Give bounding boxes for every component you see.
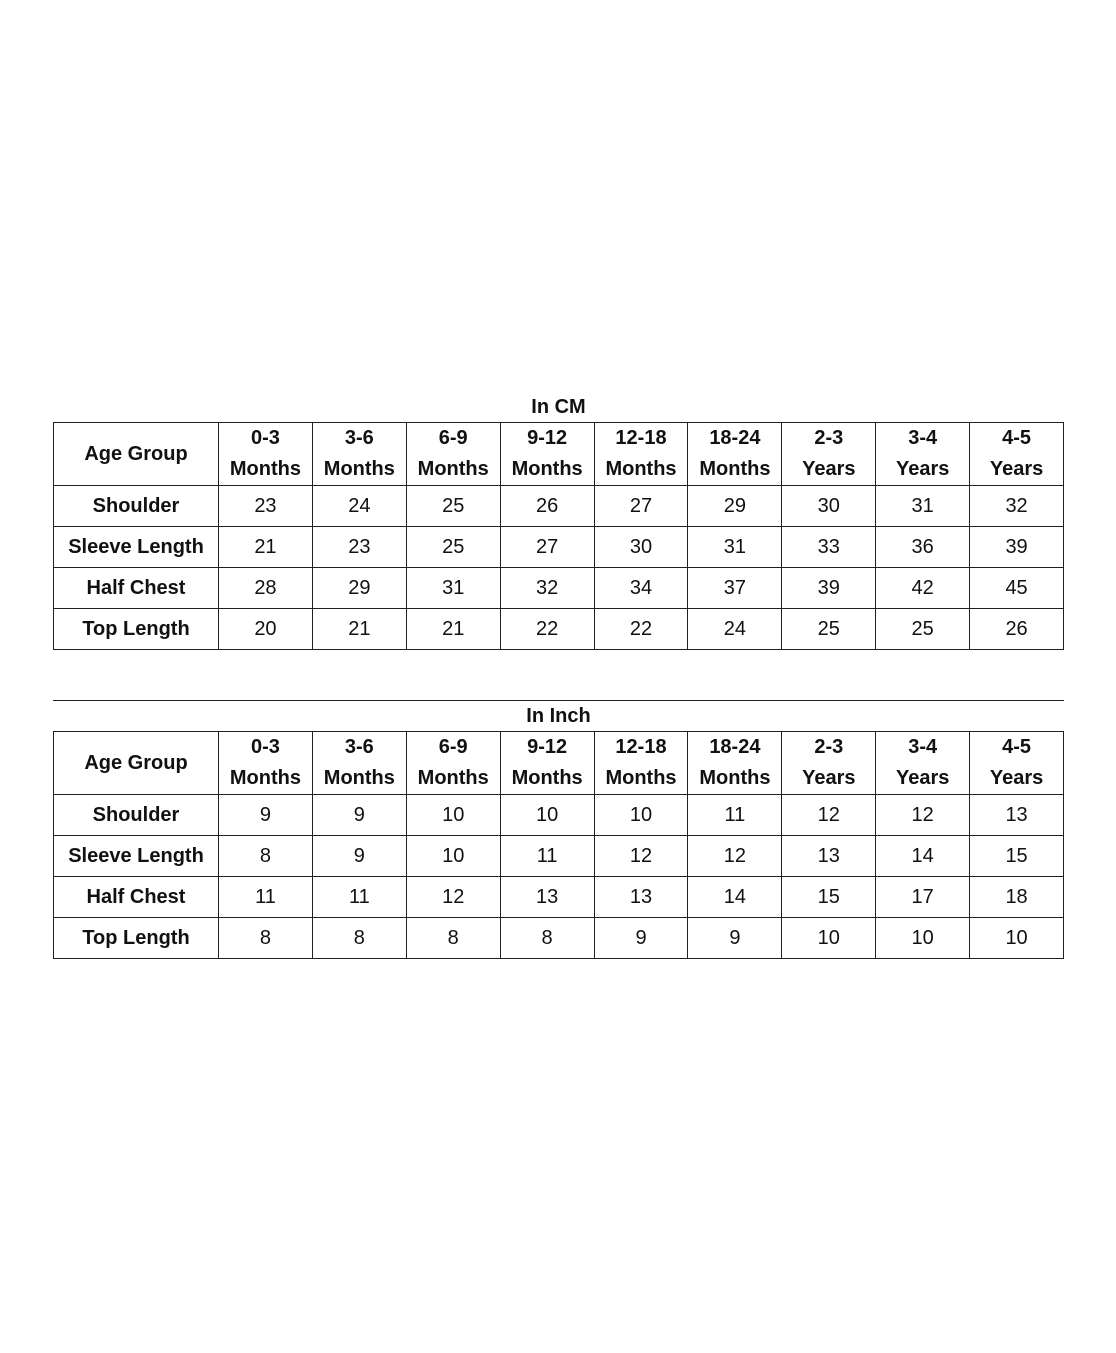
column-range: 2-3 <box>814 736 844 758</box>
table-cell: 22 <box>500 609 594 650</box>
table-cell: 11 <box>312 877 406 918</box>
table-cell: 21 <box>312 609 406 650</box>
table-cell: 24 <box>312 486 406 527</box>
column-unit: Months <box>323 458 395 480</box>
table-cell: 29 <box>688 486 782 527</box>
column-header <box>876 732 970 795</box>
column-header <box>688 732 782 795</box>
table-cell: 26 <box>970 609 1064 650</box>
row-label: Top Length <box>54 918 219 959</box>
table-cell: 10 <box>594 795 688 836</box>
table-cell: 26 <box>500 486 594 527</box>
size-chart-cm-table <box>53 392 1064 650</box>
column-header <box>312 732 406 795</box>
column-header <box>876 423 970 486</box>
row-label: Shoulder <box>54 486 219 527</box>
table-cell: 21 <box>406 609 500 650</box>
table-cell: 11 <box>219 877 313 918</box>
table-cell: 23 <box>312 527 406 568</box>
column-unit: Months <box>229 458 301 480</box>
column-range: 18-24 <box>709 736 761 758</box>
column-unit: Years <box>802 767 856 789</box>
table-cell: 13 <box>782 836 876 877</box>
table-cell: 11 <box>688 795 782 836</box>
column-range: 0-3 <box>250 427 280 449</box>
table-cell: 10 <box>970 918 1064 959</box>
table-cell: 39 <box>970 527 1064 568</box>
table-cell: 34 <box>594 568 688 609</box>
table-cell: 12 <box>594 836 688 877</box>
table-cell: 39 <box>782 568 876 609</box>
column-range: 4-5 <box>1002 736 1032 758</box>
table-cell: 18 <box>970 877 1064 918</box>
table-cell: 9 <box>312 795 406 836</box>
column-range: 3-6 <box>344 427 374 449</box>
column-header <box>500 423 594 486</box>
size-chart-inch-table <box>53 700 1064 959</box>
column-unit: Months <box>699 767 771 789</box>
column-header <box>970 732 1064 795</box>
table-cell: 20 <box>219 609 313 650</box>
column-unit: Months <box>417 458 489 480</box>
table-cell: 15 <box>782 877 876 918</box>
table-cell: 8 <box>219 918 313 959</box>
table-cell: 9 <box>312 836 406 877</box>
column-range: 6-9 <box>438 427 468 449</box>
table-cell: 17 <box>876 877 970 918</box>
column-range: 3-4 <box>908 427 938 449</box>
table-cell: 32 <box>500 568 594 609</box>
column-header <box>594 732 688 795</box>
table-cell: 23 <box>219 486 313 527</box>
table-cell: 28 <box>219 568 313 609</box>
table-cell: 8 <box>219 836 313 877</box>
table-row <box>54 918 1064 959</box>
column-unit: Years <box>802 458 856 480</box>
table-caption-inch: In Inch <box>53 700 1064 731</box>
column-unit: Years <box>989 767 1044 789</box>
table-cell: 31 <box>688 527 782 568</box>
table-cell: 9 <box>594 918 688 959</box>
table-cell: 33 <box>782 527 876 568</box>
table-cell: 10 <box>406 795 500 836</box>
table-cell: 45 <box>970 568 1064 609</box>
table-cell: 27 <box>594 486 688 527</box>
column-unit: Years <box>895 458 950 480</box>
table-cell: 25 <box>406 486 500 527</box>
table-row <box>54 527 1064 568</box>
table-cell: 9 <box>688 918 782 959</box>
column-range: 9-12 <box>527 736 568 758</box>
column-header <box>594 423 688 486</box>
table-cell: 42 <box>876 568 970 609</box>
corner-label: Age Group <box>54 423 219 486</box>
column-range: 9-12 <box>527 427 568 449</box>
table-row <box>54 795 1064 836</box>
header-row <box>54 732 1064 795</box>
table-row <box>54 877 1064 918</box>
table-cell: 10 <box>406 836 500 877</box>
table-row <box>54 836 1064 877</box>
table-cell: 14 <box>688 877 782 918</box>
column-header <box>782 732 876 795</box>
table-row <box>54 609 1064 650</box>
table-cell: 10 <box>876 918 970 959</box>
row-label: Half Chest <box>54 568 219 609</box>
table-cell: 13 <box>500 877 594 918</box>
row-label: Half Chest <box>54 877 219 918</box>
table-cell: 25 <box>782 609 876 650</box>
table-cell: 27 <box>500 527 594 568</box>
column-unit: Months <box>699 458 771 480</box>
column-unit: Years <box>895 767 950 789</box>
column-range: 12-18 <box>615 427 667 449</box>
column-header <box>406 423 500 486</box>
column-header <box>406 732 500 795</box>
column-range: 18-24 <box>709 427 761 449</box>
column-header <box>219 732 313 795</box>
column-unit: Months <box>605 767 677 789</box>
table-cell: 21 <box>219 527 313 568</box>
table-caption-cm: In CM <box>531 396 586 418</box>
table-cell: 24 <box>688 609 782 650</box>
table-cell: 31 <box>406 568 500 609</box>
row-label: Sleeve Length <box>54 527 219 568</box>
column-header <box>782 423 876 486</box>
table-cell: 22 <box>594 609 688 650</box>
table-cell: 8 <box>500 918 594 959</box>
column-unit: Months <box>417 767 489 789</box>
row-label: Top Length <box>54 609 219 650</box>
table-cell: 31 <box>876 486 970 527</box>
column-unit: Months <box>323 767 395 789</box>
table-cell: 9 <box>219 795 313 836</box>
table-cell: 8 <box>406 918 500 959</box>
table-cell: 12 <box>876 795 970 836</box>
table-cell: 36 <box>876 527 970 568</box>
column-unit: Years <box>989 458 1044 480</box>
column-header <box>500 732 594 795</box>
header-row <box>54 423 1064 486</box>
table-cell: 30 <box>594 527 688 568</box>
table-cell: 32 <box>970 486 1064 527</box>
table-cell: 12 <box>688 836 782 877</box>
table-cell: 12 <box>406 877 500 918</box>
table-cell: 30 <box>782 486 876 527</box>
column-unit: Months <box>229 767 301 789</box>
table-cell: 13 <box>594 877 688 918</box>
column-range: 0-3 <box>250 736 280 758</box>
column-header <box>970 423 1064 486</box>
table-cell: 14 <box>876 836 970 877</box>
table-cell: 11 <box>500 836 594 877</box>
column-range: 3-6 <box>344 736 374 758</box>
column-range: 2-3 <box>814 427 844 449</box>
table-cell: 8 <box>312 918 406 959</box>
table-row <box>54 486 1064 527</box>
table-cell: 37 <box>688 568 782 609</box>
column-header <box>312 423 406 486</box>
column-unit: Months <box>605 458 677 480</box>
table-cell: 25 <box>406 527 500 568</box>
column-range: 4-5 <box>1002 427 1032 449</box>
table-cell: 29 <box>312 568 406 609</box>
table-row <box>54 568 1064 609</box>
column-range: 12-18 <box>615 736 667 758</box>
column-header <box>219 423 313 486</box>
column-range: 3-4 <box>908 736 938 758</box>
column-header <box>688 423 782 486</box>
column-unit: Months <box>511 767 583 789</box>
table-cell: 10 <box>500 795 594 836</box>
table-cell: 15 <box>970 836 1064 877</box>
table-cell: 12 <box>782 795 876 836</box>
column-unit: Months <box>511 458 583 480</box>
column-range: 6-9 <box>438 736 468 758</box>
corner-label: Age Group <box>54 732 219 795</box>
row-label: Sleeve Length <box>54 836 219 877</box>
row-label: Shoulder <box>54 795 219 836</box>
table-cell: 10 <box>782 918 876 959</box>
table-cell: 25 <box>876 609 970 650</box>
table-cell: 13 <box>970 795 1064 836</box>
